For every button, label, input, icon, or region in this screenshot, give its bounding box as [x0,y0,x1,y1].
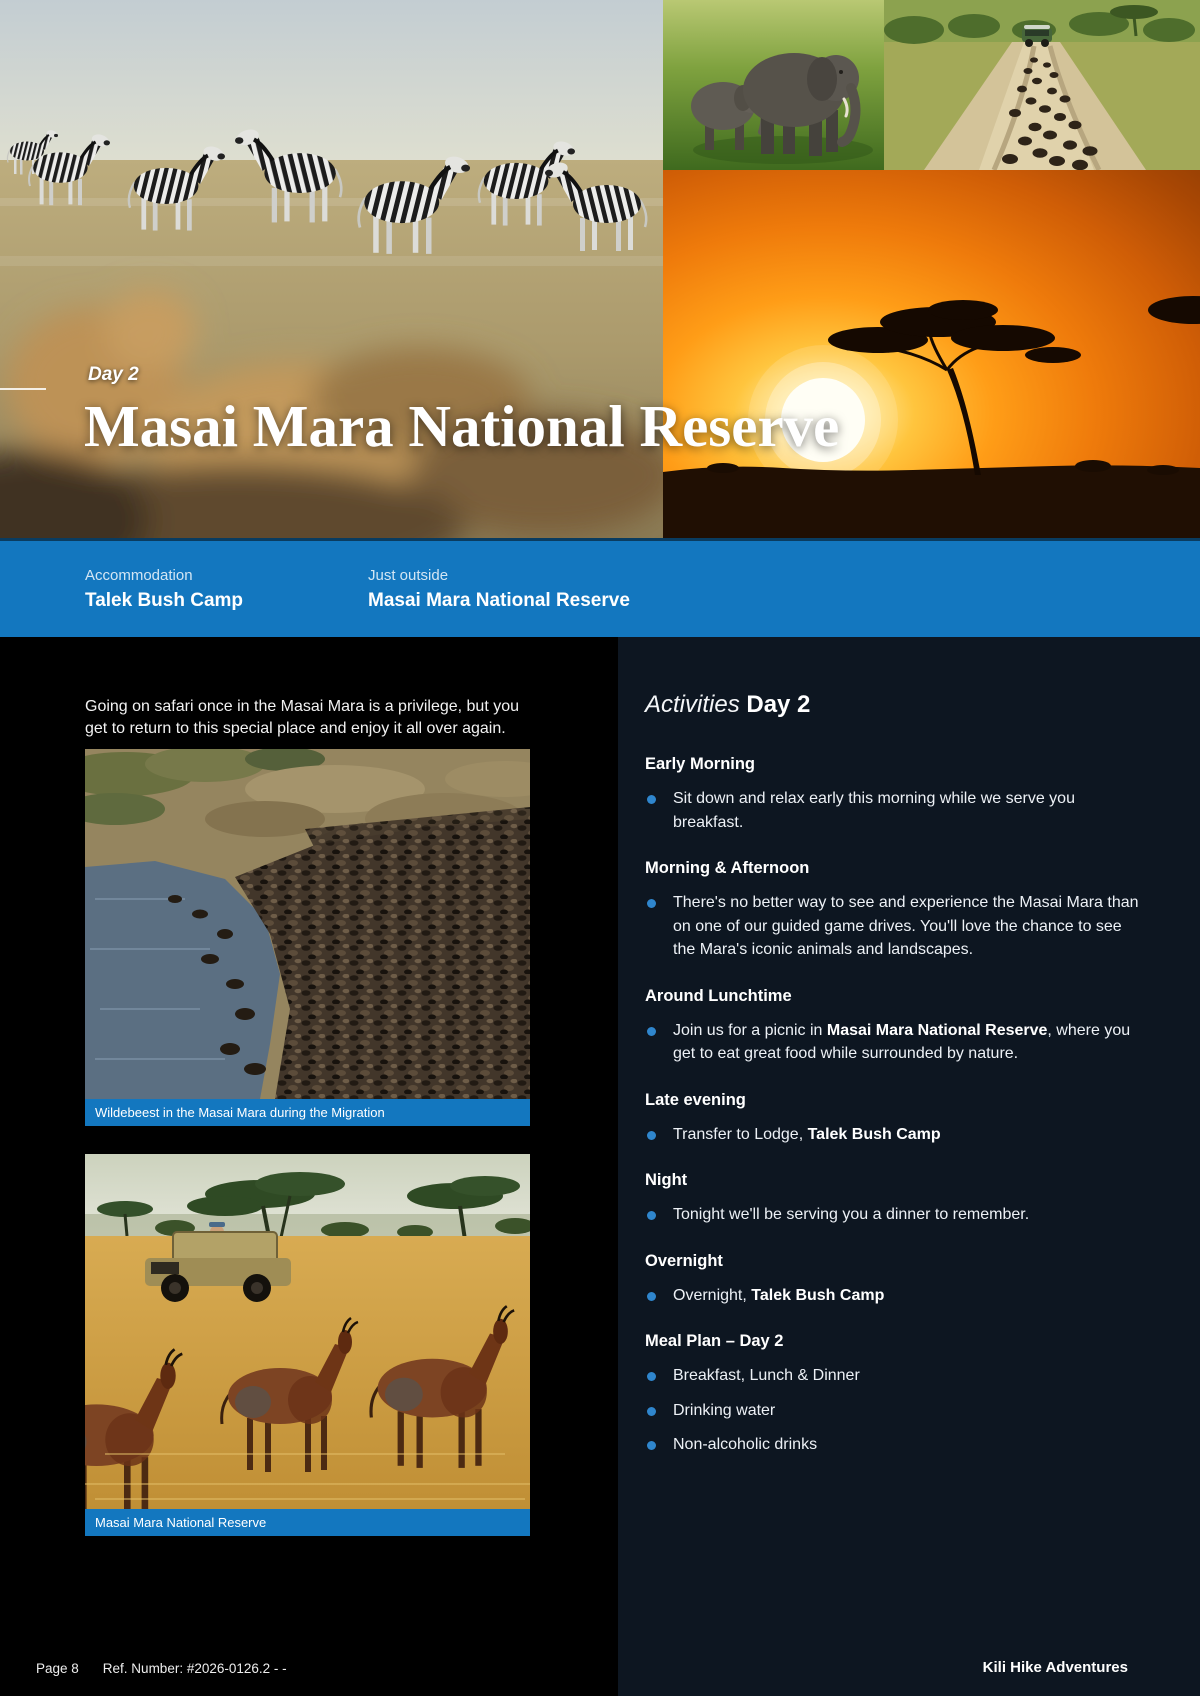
accommodation-label: Accommodation [85,566,193,584]
photo-caption: Masai Mara National Reserve [85,1509,530,1536]
page-title: Masai Mara National Reserve [84,393,840,459]
activity-list [645,1284,1150,1308]
activity-item-text: There's no better way to see and experience the Masai Mara than on one of our guided game drives. You'll love the chance to see the Mara's iconic animals and landscapes. [673,894,1139,958]
activity-item [645,1433,1141,1457]
bullet-dot-icon [647,1407,656,1416]
activity-item [645,787,1141,834]
activity-item-text: , where you get to eat great food while surrounded by nature. [673,1021,1131,1062]
reference-number: Ref. Number: #2026-0126.2 - - [102,1661,287,1676]
intro-paragraph: Going on safari once in the Masai Mara is a privilege, but you get to return to this special place and enjoy it all over again. [85,698,520,737]
activity-list [645,891,1150,962]
brand-name: Kili Hike Adventures [982,1659,1128,1676]
activity-item-text: Overnight, [673,1286,752,1304]
migration-figure [85,749,530,1126]
activity-item [645,1399,1141,1423]
activity-item [645,1284,1141,1308]
bullet-dot-icon [647,1292,656,1301]
activity-item [645,1364,1141,1388]
activity-list [645,787,1150,834]
day-label: Day 2 [88,364,139,385]
location-value: Masai Mara National Reserve [368,589,630,611]
activity-item-text: Drinking water [673,1401,776,1419]
wildebeest-road-photo [884,0,1200,170]
activity-item-text: Join us for a picnic in [673,1021,827,1039]
activity-heading: Early Morning [645,755,756,773]
activity-item [645,1123,1141,1147]
accommodation-value: Talek Bush Camp [85,589,244,611]
accommodation-block [85,567,368,612]
bullet-dot-icon [647,1441,656,1450]
activities-title-bold: Day 2 [746,691,811,718]
activity-item-text: Transfer to Lodge, [673,1125,808,1143]
activity-section [645,1332,1150,1457]
activities-title [645,691,1150,719]
activity-item-text: Breakfast, Lunch & Dinner [673,1367,860,1384]
left-column [0,637,618,1696]
day-marker-dash [0,388,46,390]
activity-section [645,1091,1150,1147]
activity-item-text: Talek Bush Camp [807,1125,941,1143]
bullet-dot-icon [647,1131,656,1140]
activity-section [645,859,1150,962]
hero-collage [0,0,1200,538]
activity-item [645,1203,1141,1227]
page-number: Page 8 [36,1661,79,1676]
bullet-dot-icon [647,795,656,804]
sunset-photo [663,170,1200,538]
activity-list [645,1019,1150,1066]
photo-caption: Wildebeest in the Masai Mara during the Migration [85,1099,530,1126]
elephants-photo [663,0,884,170]
activity-item-text: Non-alcoholic drinks [673,1436,818,1453]
bullet-dot-icon [647,1211,656,1220]
activity-item [645,1019,1141,1066]
accommodation-info-bar [0,538,1200,637]
activity-item-text: Tonight we'll be serving you a dinner to remember. [673,1206,1030,1223]
activity-heading: Morning & Afternoon [645,859,810,877]
activities-sections [645,755,1150,1457]
activity-item-text: Sit down and relax early this morning while we serve you breakfast. [673,790,1075,831]
activity-heading: Night [645,1171,688,1189]
topi-antelope-photo [85,1154,530,1509]
bullet-dot-icon [647,1372,656,1381]
main-content [0,637,1200,1696]
activity-list [645,1203,1150,1227]
bullet-dot-icon [647,1027,656,1036]
activity-list [645,1364,1150,1457]
activity-section [645,1171,1150,1227]
activities-content [618,637,1200,1482]
location-label: Just outside [368,566,449,584]
activity-heading: Around Lunchtime [645,986,792,1005]
activity-section [645,987,1150,1066]
activity-item-text: Talek Bush Camp [751,1286,885,1304]
horizon-silhouette [663,465,1200,538]
hero-top-row [663,0,1200,170]
activity-heading: Meal Plan – Day 2 [645,1332,784,1350]
activities-panel [618,637,1200,1696]
activity-section [645,755,1150,834]
activity-heading: Late evening [645,1090,746,1109]
location-block [368,567,630,612]
bullet-dot-icon [647,899,656,908]
wildebeest-migration-photo [85,749,530,1099]
activity-heading: Overnight [645,1251,723,1270]
activity-item [645,891,1141,962]
footer-left [0,1661,618,1696]
reserve-figure [85,1154,530,1536]
activity-list [645,1123,1150,1147]
activity-item-text: Masai Mara National Reserve [826,1021,1048,1039]
activities-title-light: Activities [645,691,740,718]
activity-section [645,1252,1150,1308]
